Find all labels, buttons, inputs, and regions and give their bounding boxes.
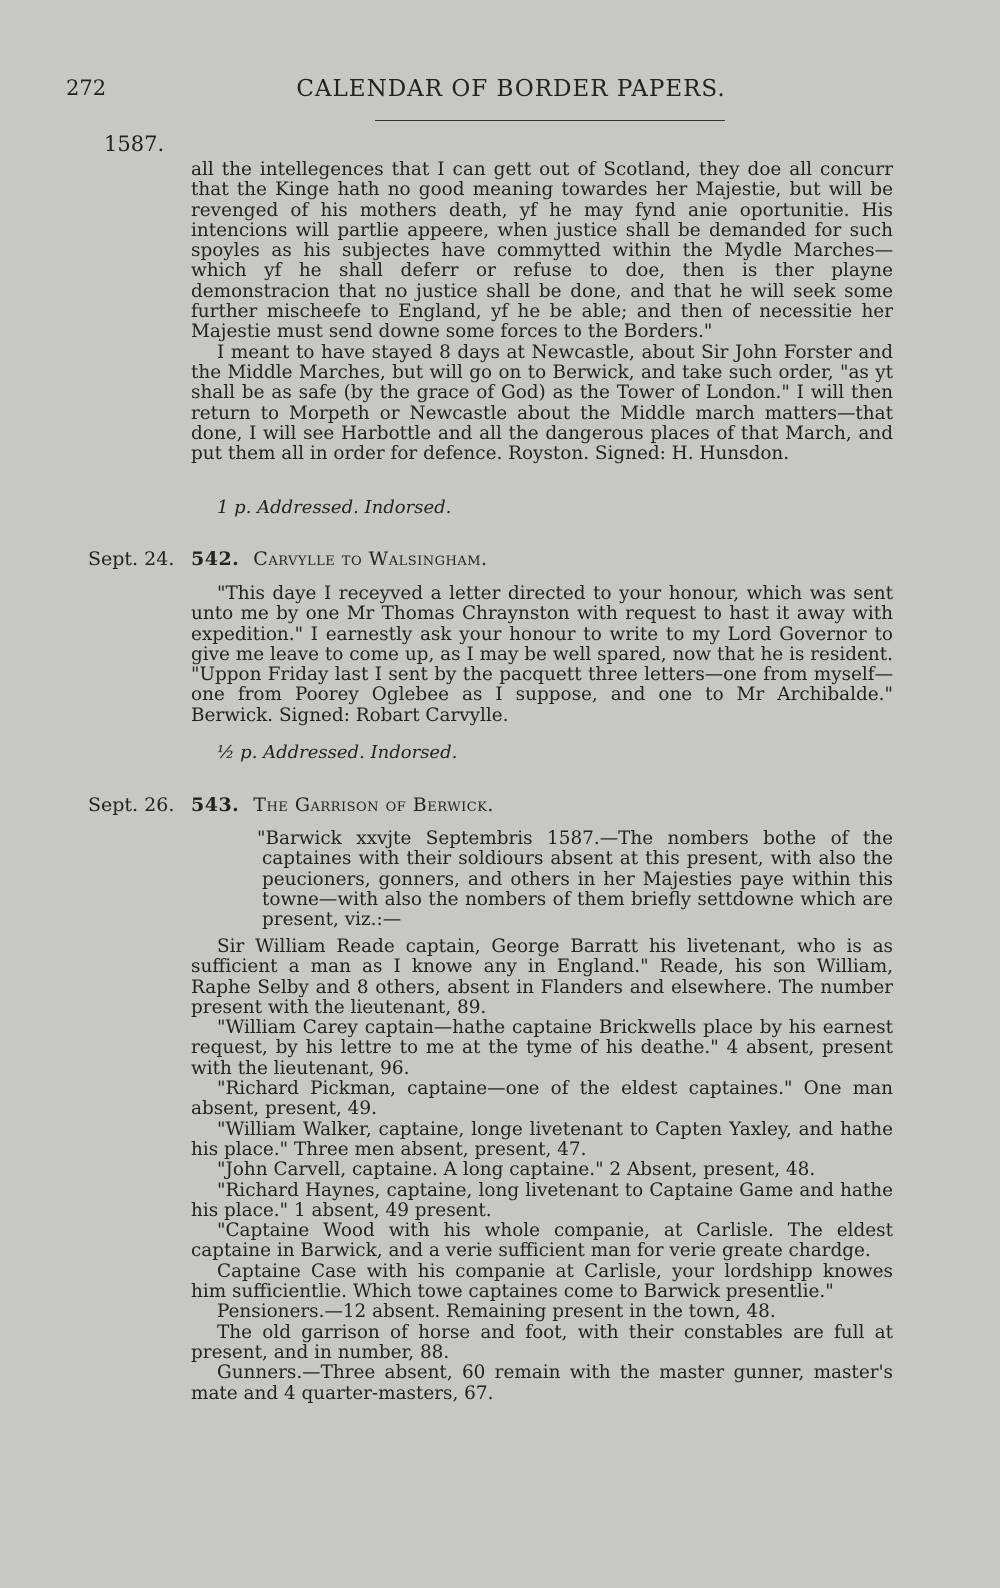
continuation-meta: 1 p. Addressed. Indorsed. bbox=[217, 497, 452, 518]
running-title: CALENDAR OF BORDER PAPERS. bbox=[296, 76, 726, 102]
entry-paragraph: Gunners.—Three absent, 60 remain with the master gunner, master's mate and 4 quarter-masters, 67. bbox=[191, 1362, 893, 1404]
entry-paragraph: The old garrison of horse and foot, with their constables are full at present, and in number, 88. bbox=[191, 1321, 893, 1363]
entry-paragraph: "Richard Haynes, captaine, long livetenant to Captaine Game and hathe his place." 1 absent, 49 present. bbox=[191, 1179, 893, 1221]
continuation-paragraph: all the intellegences that I can gett out of Scotland, they doe all concurr that the Kinge hath no good meaning towardes her Majestie, but will be revenged of his mothers death, yf he may fynd anie oportunitie. His intencions will partlie appeere, when justice shall be demanded for such spoyles as his subjectes have commytted within the Mydle Marches—which yf he shall deferr or refuse to doe, then is ther playne demonstracion that no justice shall be done, and that he will seek some further mischeefe to England, yf he be able; and then of necessitie her Majestie must send downe some forces to the Borders." bbox=[191, 159, 893, 343]
continuation-paragraph: I meant to have stayed 8 days at Newcastle, about Sir John Forster and the Middle Marches, but will go on to Berwick, and take such order, "as yt shall be as safe (by the grace of God) as the Tower of London." I will then return to Morpeth or Newcastle about the Middle march matters—that done, I will see Harbottle and all the dangerous places of that March, and put them all in order for defence. Royston. Signed: H. Hunsdon. bbox=[191, 341, 893, 465]
entry-number: 543. bbox=[191, 794, 240, 816]
entry-date: Sept. 26. bbox=[88, 794, 175, 816]
entry-paragraph: Pensioners.—12 absent. Remaining present in the town, 48. bbox=[217, 1301, 776, 1323]
entry-paragraph: Captaine Case with his companie at Carlisle, your lordshipp knowes him sufficientlie. Which towe captaines come to Barwick presentlie." bbox=[191, 1260, 893, 1303]
continuation-text bbox=[191, 160, 893, 464]
entry-quote-heading bbox=[257, 828, 893, 931]
entry-heading: Carvylle to Walsingham. bbox=[253, 548, 488, 570]
page-number: 272 bbox=[66, 76, 107, 100]
entry-date: Sept. 24. bbox=[88, 548, 175, 570]
entry-text bbox=[191, 584, 893, 726]
entry-paragraph: "William Walker, captaine, longe livetenant to Capten Yaxley, and hathe his place." Three men absent, present, 47. bbox=[191, 1118, 893, 1160]
entry-text bbox=[191, 937, 893, 1404]
entry-paragraph: "William Carey captain—hathe captaine Brickwells place by his earnest request, by his lettre to me at the tyme of his deathe." 4 absent, present with the lieutenant, 96. bbox=[191, 1017, 893, 1079]
entry-heading: The Garrison of Berwick. bbox=[253, 794, 494, 816]
year-margin: 1587. bbox=[104, 132, 165, 156]
entry-paragraph: Sir William Reade captain, George Barratt his livetenant, who is as sufficient a man as I knowe any in England." Reade, his son William, Raphe Selby and 8 others, absent in Flanders and elsewhere. The number present with the lieutenant, 89. bbox=[191, 936, 893, 1018]
entry-paragraph: "John Carvell, captaine. A long captaine." 2 Absent, present, 48. bbox=[217, 1159, 816, 1181]
quote-heading-text: "Barwick xxvjte Septembris 1587.—The nombers bothe of the captaines with their soldiours absent at this present, with also the peucioners, gonners, and others in her Majesties paye within this towne—with also the nombers of them briefly settdowne which are present, viz.:— bbox=[257, 828, 893, 931]
entry-paragraph: "Captaine Wood with his whole companie, at Carlisle. The eldest captaine in Barwick, and a verie sufficient man for verie greate chardge. bbox=[191, 1220, 893, 1262]
entry-number: 542. bbox=[191, 548, 240, 570]
page-header bbox=[66, 76, 956, 108]
entry-paragraph: "This daye I receyved a letter directed to your honour, which was sent unto me by one Mr Thomas Chraynston with request to hast it away with expedition." I earnestly ask your honour to write to my Lord Governor to give me leave to come up, as I may be well spared, now that he is resident. "Uppon Friday last I sent by the pacquett three letters—one from myself—one from Poorey Oglebee as I suppose, and one to Mr Archibalde." Berwick. Signed: Robart Carvylle. bbox=[191, 583, 893, 726]
header-rule bbox=[375, 120, 725, 121]
entry-title bbox=[191, 548, 488, 570]
entry-title bbox=[191, 794, 494, 816]
entry-meta: ½ p. Addressed. Indorsed. bbox=[217, 742, 458, 763]
entry-paragraph: "Richard Pickman, captaine—one of the eldest captaines." One man absent, present, 49. bbox=[191, 1078, 893, 1120]
